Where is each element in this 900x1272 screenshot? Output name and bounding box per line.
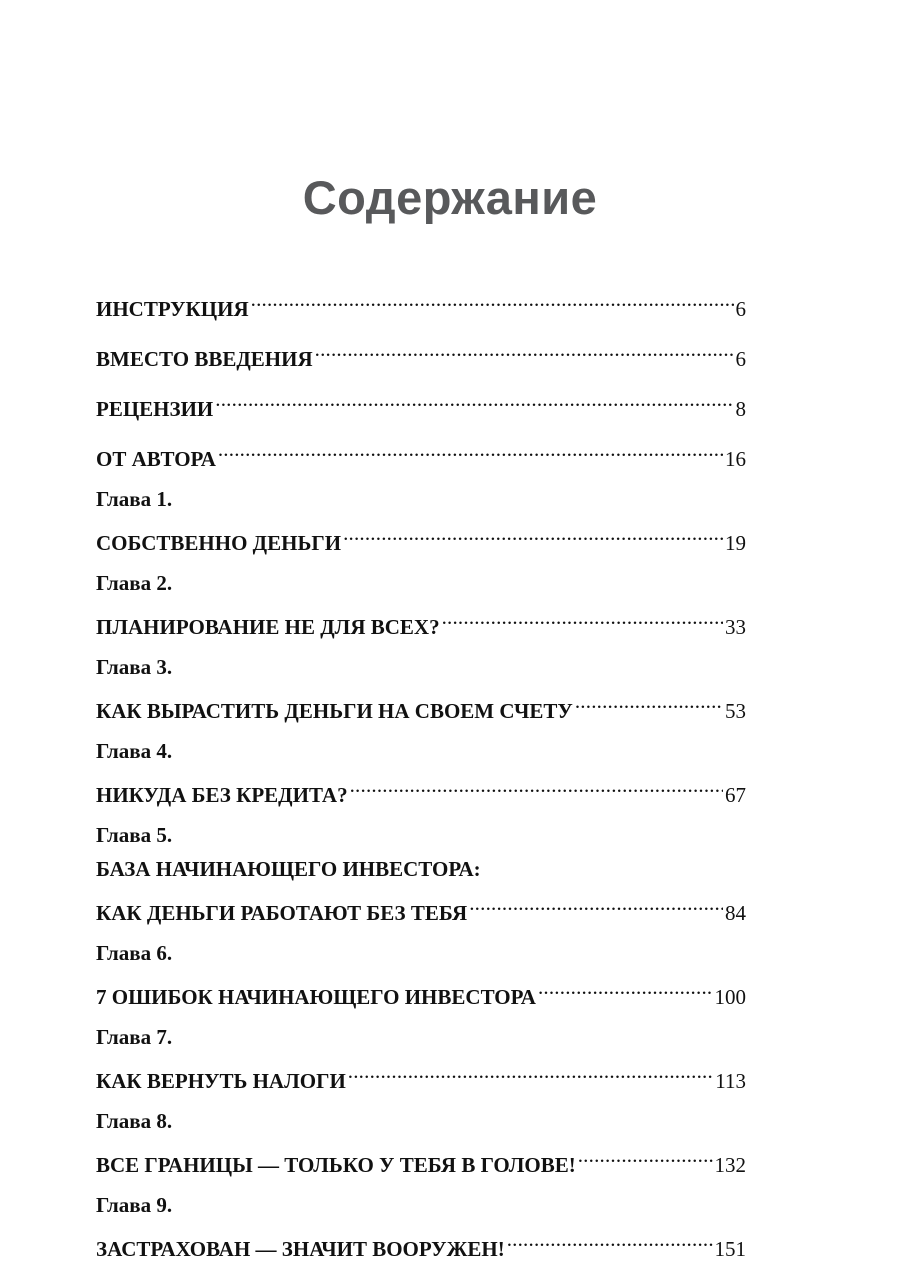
toc-line: [96, 1222, 746, 1261]
dot-leader: [575, 684, 723, 718]
chapter-label: Глава 4.: [96, 739, 173, 763]
toc-line: [96, 282, 746, 321]
chapter-title: ЗАСТРАХОВАН — ЗНАЧИТ ВООРУЖЕН!: [96, 1237, 505, 1261]
chapter-title: ВСЕ ГРАНИЦЫ — ТОЛЬКО У ТЕБЯ В ГОЛОВЕ!: [96, 1153, 576, 1177]
toc-page-number: 16: [725, 447, 746, 471]
toc-line: [96, 382, 746, 421]
toc-chapter-5[interactable]: [96, 818, 746, 925]
dot-leader: [350, 768, 723, 802]
toc-page-number: 113: [715, 1069, 746, 1093]
chapter-label: Глава 8.: [96, 1109, 173, 1133]
dot-leader: [348, 1054, 713, 1088]
toc-entry-title: ВМЕСТО ВВЕДЕНИЯ: [96, 347, 313, 371]
dot-leader: [218, 432, 723, 466]
toc-page-number: 19: [725, 531, 746, 555]
toc-page-number: 100: [714, 985, 746, 1009]
dot-leader: [507, 1222, 713, 1256]
toc-entry-title: РЕЦЕНЗИИ: [96, 397, 214, 421]
toc-chapter-3[interactable]: [96, 650, 746, 723]
chapter-title: СОБСТВЕННО ДЕНЬГИ: [96, 531, 342, 555]
toc-line: [96, 432, 746, 471]
dot-leader: [343, 516, 723, 550]
chapter-label: Глава 5.: [96, 823, 173, 847]
dot-leader: [315, 332, 734, 366]
toc-line: [96, 600, 746, 639]
chapter-title: 7 ОШИБОК НАЧИНАЮЩЕГО ИНВЕСТОРА: [96, 985, 536, 1009]
chapter-title: КАК ДЕНЬГИ РАБОТАЮТ БЕЗ ТЕБЯ: [96, 901, 468, 925]
toc-entry-title: ИНСТРУКЦИЯ: [96, 297, 249, 321]
toc-chapter-7[interactable]: [96, 1020, 746, 1093]
dot-leader: [578, 1138, 713, 1172]
toc-page-number: 151: [714, 1237, 746, 1261]
toc-line: [96, 970, 746, 1009]
toc-chapter-1[interactable]: [96, 482, 746, 555]
chapter-label: Глава 1.: [96, 487, 173, 511]
toc-page-number: 67: [725, 783, 746, 807]
chapter-label: Глава 2.: [96, 571, 173, 595]
chapter-title: ПЛАНИРОВАНИЕ НЕ ДЛЯ ВСЕХ?: [96, 615, 440, 639]
toc-chapter-6[interactable]: [96, 936, 746, 1009]
toc-line: [96, 516, 746, 555]
dot-leader: [442, 600, 723, 634]
toc-page-number: 6: [735, 347, 746, 371]
toc-line: [96, 332, 746, 371]
dot-leader: [215, 382, 733, 416]
table-of-contents: [96, 282, 746, 1272]
toc-page-number: 132: [714, 1153, 746, 1177]
chapter-label: Глава 3.: [96, 655, 173, 679]
chapter-title-line-1: БАЗА НАЧИНАЮЩЕГО ИНВЕСТОРА:: [96, 857, 481, 881]
chapter-label: Глава 7.: [96, 1025, 173, 1049]
toc-line: [96, 1054, 746, 1093]
toc-page-number: 33: [725, 615, 746, 639]
toc-line: [96, 684, 746, 723]
toc-page-number: 6: [735, 297, 746, 321]
toc-chapter-2[interactable]: [96, 566, 746, 639]
chapter-title: НИКУДА БЕЗ КРЕДИТА?: [96, 783, 348, 807]
toc-chapter-4[interactable]: [96, 734, 746, 807]
chapter-title: КАК ВЫРАСТИТЬ ДЕНЬГИ НА СВОЕМ СЧЕТУ: [96, 699, 573, 723]
toc-chapter-9[interactable]: [96, 1188, 746, 1261]
toc-entry-title: ОТ АВТОРА: [96, 447, 216, 471]
dot-leader: [538, 970, 713, 1004]
dot-leader: [469, 886, 723, 920]
toc-page-number: 84: [725, 901, 746, 925]
toc-entry-from-author[interactable]: [96, 432, 746, 471]
chapter-title: КАК ВЕРНУТЬ НАЛОГИ: [96, 1069, 346, 1093]
toc-chapter-8[interactable]: [96, 1104, 746, 1177]
toc-page-number: 53: [725, 699, 746, 723]
chapter-label: Глава 9.: [96, 1193, 173, 1217]
toc-entry-introduction[interactable]: [96, 332, 746, 371]
chapter-label: Глава 6.: [96, 941, 173, 965]
toc-line: [96, 886, 746, 925]
toc-line: [96, 1138, 746, 1177]
dot-leader: [251, 282, 734, 316]
page-title: Содержание: [302, 171, 598, 224]
toc-entry-instruction[interactable]: [96, 282, 746, 321]
toc-line: [96, 768, 746, 807]
toc-entry-reviews[interactable]: [96, 382, 746, 421]
toc-page-number: 8: [735, 397, 746, 421]
